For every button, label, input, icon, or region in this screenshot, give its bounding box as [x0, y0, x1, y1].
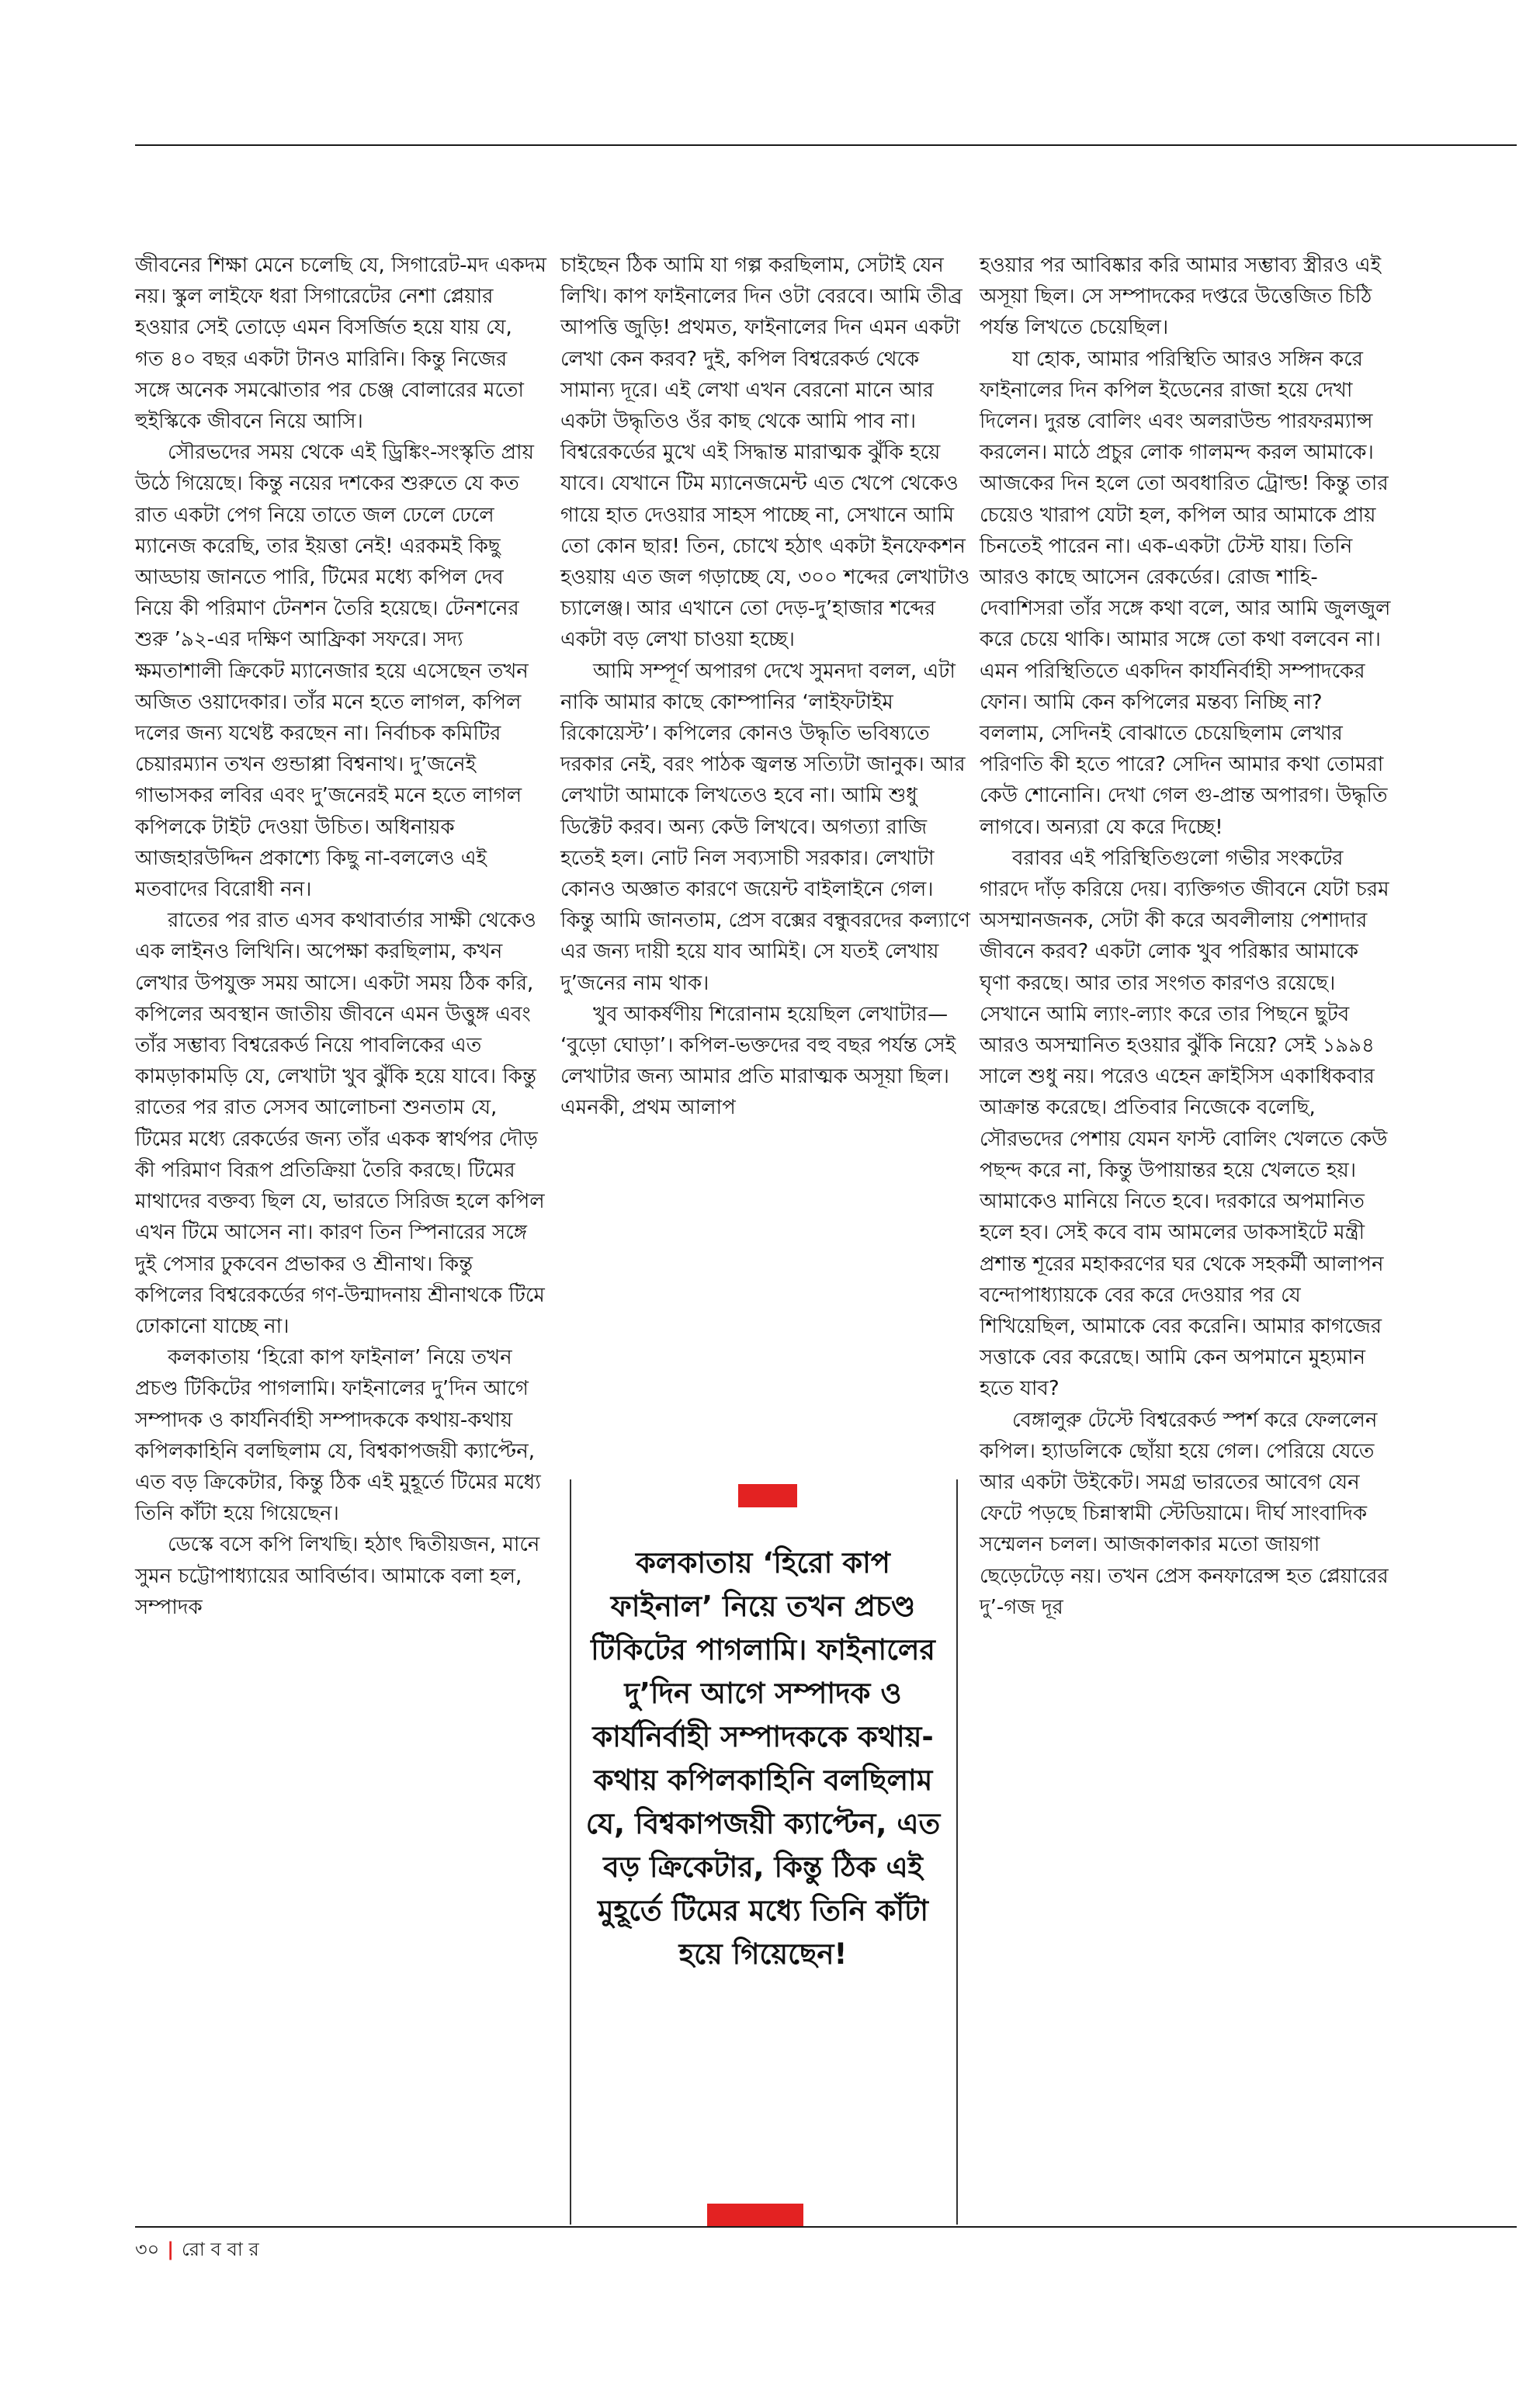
- paragraph: চাইছেন ঠিক আমি যা গল্প করছিলাম, সেটাই যেন লিখি। কাপ ফাইনালের দিন ওটা বেরবে। আমি তীব্র আপত্তি জুড়ি! প্রথমত, ফাইনালের দিন এমন একটা লেখা কেন করব? দুই, কপিল বিশ্বরেকর্ড থেকে সামান্য দূরে। এই লেখা এখন বেরনো মানে আর একটা উদ্ধৃতিও ওঁর কাছ থেকে আমি পাব না। বিশ্বরেকর্ডের মুখে এই সিদ্ধান্ত মারাত্মক ঝুঁকি হয়ে যাবে। যেখানে টিম ম্যানেজমেন্ট এত খেপে থেকেও গায়ে হাত দেওয়ার সাহস পাচ্ছে না, সেখানে আমি তো কোন ছার! তিন, চোখে হঠাৎ একটা ইনফেকশন হওয়ায় এত জল গড়াচ্ছে যে, ৩০০ শব্দের লেখাটাও চ্যালেঞ্জ। আর এখানে তো দেড়-দু’হাজার শব্দের একটা বড় লেখা চাওয়া হচ্ছে।: [560, 254, 970, 652]
- paragraph: বরাবর এই পরিস্থিতিগুলো গভীর সংকটের গারদে দাঁড় করিয়ে দেয়। ব্যক্তিগত জীবনে যেটা চরম অসম্মানজনক, সেটা কী করে অবলীলায় পেশাদার জীবনে করব? একটা লোক খুব পরিষ্কার আমাকে ঘৃণা করছে। আর তার সংগত কারণও রয়েছে। সেখানে আমি ল্যাং-ল্যাং করে তার পিছনে ছুটব আরও অসম্মানিত হওয়ার ঝুঁকি নিয়ে? সেই ১৯৯৪ সালে শুধু নয়। পরেও এহেন ক্রাইসিস একাধিকবার আক্রান্ত করেছে। প্রতিবার নিজেকে বলেছি, সৌরভদের পেশায় যেমন ফাস্ট বোলিং খেলতে কেউ পছন্দ করে না, কিন্তু উপায়ান্তর হয়ে খেলতে হয়। আমাকেও মানিয়ে নিতে হবে। দরকারে অপমানিত হলে হব। সেই কবে বাম আমলের ডাকসাইটে মন্ত্রী প্রশান্ত শূরের মহাকরণের ঘর থেকে সহকর্মী আলাপন বন্দোপাধ্যায়কে বের করে দেওয়ার পর যে শিখিয়েছিল, আমাকে বের করেনি। আমার কাগজের সত্তাকে বের করেছে। আমি কেন অপমানে মুহ্যমান হতে যাব?: [980, 846, 1389, 1401]
- paragraph: বেঙ্গালুরু টেস্টে বিশ্বরেকর্ড স্পর্শ করে ফেললেন কপিল। হ্যাডলিকে ছোঁয়া হয়ে গেল। পেরিয়ে যেতে আর একটা উইকেট। সমগ্র ভারতের আবেগ যেন ফেটে পড়ছে চিন্নাস্বামী স্টেডিয়ামে। দীর্ঘ সাংবাদিক সম্মেলন চলল। আজকালকার মতো জায়গা ছেড়েটেড়ে নয়। তখন প্রেস কনফারেন্স হত প্লেয়ারের দু’-গজ দূর: [980, 1408, 1389, 1619]
- bottom-rule: [135, 2226, 1517, 2228]
- pull-quote-bottom-accent: [707, 2204, 803, 2227]
- article-column-2: [560, 250, 972, 1124]
- page-footer: [135, 2234, 259, 2265]
- paragraph: যা হোক, আমার পরিস্থিতি আরও সঙ্গিন করে ফাইনালের দিন কপিল ইডেনের রাজা হয়ে দেখা দিলেন। দুরন্ত বোলিং এবং অলরাউন্ড পারফরম্যান্স করলেন। মাঠে প্রচুর লোক গালমন্দ করল আমাকে। আজকের দিন হলে তো অবধারিত ট্রোল্ড! কিন্তু তার চেয়েও খারাপ যেটা হল, কপিল আর আমাকে প্রায় চিনতেই পারেন না। এক-একটা টেস্ট যায়। তিনি আরও কাছে আসেন রেকর্ডের। রোজ শাহি-দেবাশিসরা তাঁর সঙ্গে কথা বলে, আর আমি জুলজুল করে চেয়ে থাকি। আমার সঙ্গে তো কথা বলবেন না। এমন পরিস্থিতিতে একদিন কার্যনির্বাহী সম্পাদকের ফোন। আমি কেন কপিলের মন্তব্য নিচ্ছি না? বললাম, সেদিনই বোঝাতে চেয়েছিলাম লেখার পরিণতি কী হতে পারে? সেদিন আমার কথা তোমরা কেউ শোনোনি। দেখা গেল গু-প্রান্ত অপারগ। উদ্ধৃতি লাগবে। অন্যরা যে করে দিচ্ছে!: [980, 347, 1391, 839]
- pull-quote-right-divider: [956, 1479, 958, 2225]
- footer-separator: |: [167, 2239, 174, 2260]
- paragraph: আমি সম্পূর্ণ অপারগ দেখে সুমনদা বলল, এটা নাকি আমার কাছে কোম্পানির ‘লাইফটাইম রিকোয়েস্ট’। কপিলের কোনও উদ্ধৃতি ভবিষ্যতে দরকার নেই, বরং পাঠক জ্বলন্ত সত্যিটা জানুক। আর লেখাটা আমাকে লিখতেও হবে না। আমি শুধু ডিক্টেট করব। অন্য কেউ লিখবে। অগত্যা রাজি হতেই হল। নোট নিল সব্যসাচী সরকার। লেখাটা কোনও অজ্ঞাত কারণে জয়েন্ট বাইলাইনে গেল। কিন্তু আমি জানতাম, প্রেস বক্সের বন্ধুবরদের কল্যাণে এর জন্য দায়ী হয়ে যাব আমিই। সে যতই লেখায় দু’জনের নাম থাক।: [560, 659, 970, 995]
- magazine-name: রো ব বা র: [181, 2239, 259, 2260]
- paragraph: খুব আকর্ষণীয় শিরোনাম হয়েছিল লেখাটার— ‘বুড়ো ঘোড়া’। কপিল-ভক্তদের বহু বছর পর্যন্ত সেই লেখাটার জন্য আমার প্রতি মারাত্মক অসূয়া ছিল। এমনকী, প্রথম আলাপ: [560, 1002, 956, 1120]
- paragraph: জীবনের শিক্ষা মেনে চলেছি যে, সিগারেট-মদ একদম নয়। স্কুল লাইফে ধরা সিগারেটের নেশা প্লেয়ার হওয়ার সেই তোড়ে এমন বিসর্জিত হয়ে যায় যে, গত ৪০ বছর একটা টানও মারিনি। কিন্তু নিজের সঙ্গে অনেক সমঝোতার পর চেঞ্জ বোলারের মতো হুইস্কিকে জীবনে নিয়ে আসি।: [135, 254, 546, 434]
- page-number: ৩০: [135, 2239, 160, 2260]
- article-column-1: [135, 250, 546, 1623]
- paragraph: রাতের পর রাত এসব কথাবার্তার সাক্ষী থেকেও এক লাইনও লিখিনি। অপেক্ষা করছিলাম, কখন লেখার উপযুক্ত সময় আসে। একটা সময় ঠিক করি, কপিলের অবস্থান জাতীয় জীবনে এমন উত্তুঙ্গ এবং তাঁর সম্ভাব্য বিশ্বরেকর্ড নিয়ে পাবলিকের এত কামড়াকামড়ি যে, লেখাটা খুব ঝুঁকি হয়ে যাবে। কিন্তু রাতের পর রাত সেসব আলোচনা শুনতাম যে, টিমের মধ্যে রেকর্ডের জন্য তাঁর একক স্বার্থপর দৌড় কী পরিমাণ বিরূপ প্রতিক্রিয়া তৈরি করছে। টিমের মাথাদের বক্তব্য ছিল যে, ভারতে সিরিজ হলে কপিল এখন টিমে আসেন না। কারণ তিন স্পিনারের সঙ্গে দুই পেসার ঢুকবেন প্রভাকর ও শ্রীনাথ। কিন্তু কপিলের বিশ্বরেকর্ডের গণ-উন্মাদনায় শ্রীনাথকে টিমে ঢোকানো যাচ্ছে না।: [135, 909, 545, 1338]
- article-column-3: [980, 250, 1391, 1623]
- paragraph: ডেস্কে বসে কপি লিখছি। হঠাৎ দ্বিতীয়জন, মানে সুমন চট্টোপাধ্যায়ের আবির্ভাব। আমাকে বলা হল, সম্পাদক: [135, 1533, 540, 1619]
- paragraph: সৌরভদের সময় থেকে এই ড্রিঙ্কিং-সংস্কৃতি প্রায় উঠে গিয়েছে। কিন্তু নয়ের দশকের শুরুতে যে কত রাত একটা পেগ নিয়ে তাতে জল ঢেলে ঢেলে ম্যানেজ করেছি, তার ইয়ত্তা নেই! এরকমই কিছু আড্ডায় জানতে পারি, টিমের মধ্যে কপিল দেব নিয়ে কী পরিমাণ টেনশন তৈরি হয়েছে। টেনশনের শুরু ’৯২-এর দক্ষিণ আফ্রিকা সফরে। সদ্য ক্ষমতাশালী ক্রিকেট ম্যানেজার হয়ে এসেছেন তখন অজিত ওয়াদেকার। তাঁর মনে হতে লাগল, কপিল দলের জন্য যথেষ্ট করছেন না। নির্বাচক কমিটির চেয়ারম্যান তখন গুন্ডাপ্পা বিশ্বনাথ। দু’জনেই গাভাসকর লবির এবং দু’জনেরই মনে হতে লাগল কপিলকে টাইট দেওয়া উচিত। অধিনায়ক আজহারউদ্দিন প্রকাশ্যে কিছু না-বললেও এই মতবাদের বিরোধী নন।: [135, 441, 534, 902]
- pull-quote: কলকাতায় ‘হিরো কাপ ফাইনাল’ নিয়ে তখন প্রচণ্ড টিকিটের পাগলামি। ফাইনালের দু’দিন আগে সম্পাদক ও কার্যনির্বাহী সম্পাদককে কথায়-কথায় কপিলকাহিনি বলছিলাম যে, বিশ্বকাপজয়ী ক্যাপ্টেন, এত বড় ক্রিকেটার, কিন্তু ঠিক এই মুহূর্তে টিমের মধ্যে তিনি কাঁটা হয়ে গিয়েছেন!: [585, 1546, 941, 1971]
- paragraph: কলকাতায় ‘হিরো কাপ ফাইনাল’ নিয়ে তখন প্রচণ্ড টিকিটের পাগলামি। ফাইনালের দু’দিন আগে সম্পাদক ও কার্যনির্বাহী সম্পাদককে কথায়-কথায় কপিলকাহিনি বলছিলাম যে, বিশ্বকাপজয়ী ক্যাপ্টেন, এত বড় ক্রিকেটার, কিন্তু ঠিক এই মুহূর্তে টিমের মধ্যে তিনি কাঁটা হয়ে গিয়েছেন।: [135, 1346, 541, 1526]
- pull-quote-left-divider: [570, 1479, 571, 2225]
- top-rule: [135, 144, 1517, 146]
- pull-quote-top-accent: [738, 1484, 797, 1507]
- paragraph: হওয়ার পর আবিষ্কার করি আমার সম্ভাব্য স্ত্রীরও এই অসূয়া ছিল। সে সম্পাদকের দপ্তরে উত্তেজিত চিঠি পর্যন্ত লিখতে চেয়েছিল।: [980, 254, 1382, 340]
